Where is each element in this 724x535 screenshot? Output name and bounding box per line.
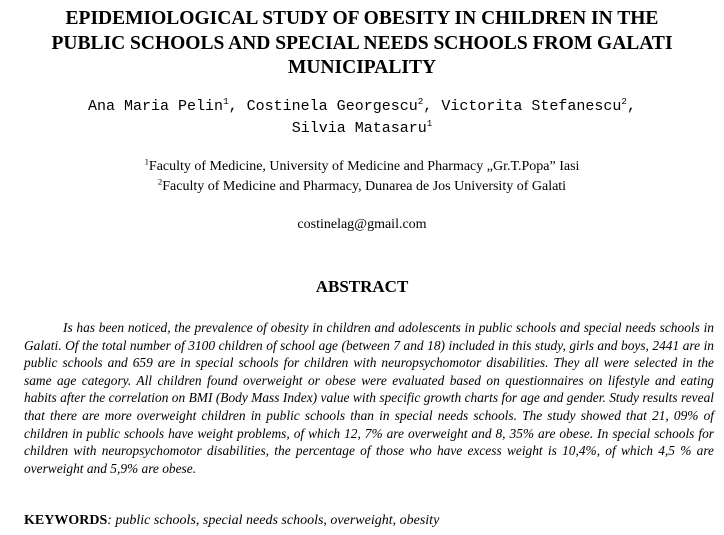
- author-separator: ,: [228, 98, 247, 115]
- affiliation: [14, 177, 710, 197]
- title-line: EPIDEMIOLOGICAL STUDY OF OBESITY IN CHILDREN IN THE: [65, 8, 659, 29]
- author-name: Ana Maria Pelin: [88, 98, 224, 115]
- affiliation-text: Faculty of Medicine, University of Medicine and Pharmacy „Gr.T.Popa” Iasi: [148, 159, 580, 174]
- affiliation-list: [14, 157, 710, 197]
- abstract-body: Is has been noticed, the prevalence of obesity in children and adolescents in public schools and special needs schools in Galati. Of the total number of 3100 children of school age (between 7 and 18) included in this study, girls and boys, 2441 are in public schools and 659 are in special schools for children with neuropsychomotor disabilities. They all were selected in the same age category. All children found overweight or obese were evaluated based on questionnaires on lifestyle and eating habits after the correlation on BMI (Body Mass Index) value with specific growth charts for age and gender. Study results reveal that there are more overweight children in public schools than in special needs schools. The study showed that 21, 09% of children in public schools have weight problems, of which 12, 7% are overweight and 8, 35% are obese. In special schools for children with neuropsychomotor disabilities, the percentage of those who have excess weight is 10,4%, of which 4,5 % are overweight and 5,9% are obese.: [24, 320, 714, 476]
- contact-email: costinelag@gmail.com: [297, 217, 427, 232]
- author-affiliation-mark: 1: [223, 96, 229, 107]
- keywords-text: : public schools, special needs schools, overweight, obesity: [107, 513, 440, 528]
- affiliation-number: 1: [144, 156, 149, 167]
- author-affiliation-mark: 1: [426, 118, 433, 129]
- title-line: PUBLIC SCHOOLS AND SPECIAL NEEDS SCHOOLS FROM GALATI: [51, 32, 673, 54]
- author-list: [14, 96, 710, 140]
- affiliation: [14, 157, 710, 177]
- affiliation-number: 2: [157, 176, 163, 187]
- author-affiliation-mark: 2: [417, 96, 424, 107]
- author-separator: ,: [423, 98, 442, 115]
- affiliation-text: Faculty of Medicine and Pharmacy, Dunarea de Jos University of Galati: [162, 179, 567, 194]
- keywords: [24, 512, 714, 530]
- author-separator: ,: [626, 98, 636, 115]
- abstract-heading: ABSTRACT: [315, 277, 409, 296]
- paper-title: [14, 7, 710, 81]
- title-line: MUNICIPALITY: [287, 57, 437, 78]
- keywords-label: KEYWORDS: [24, 513, 108, 528]
- author-name: Silvia Matasaru: [291, 120, 427, 137]
- author-affiliation-mark: 2: [621, 96, 627, 107]
- author-name: Victorita Stefanescu: [441, 98, 622, 115]
- author-name: Costinela Georgescu: [246, 98, 418, 115]
